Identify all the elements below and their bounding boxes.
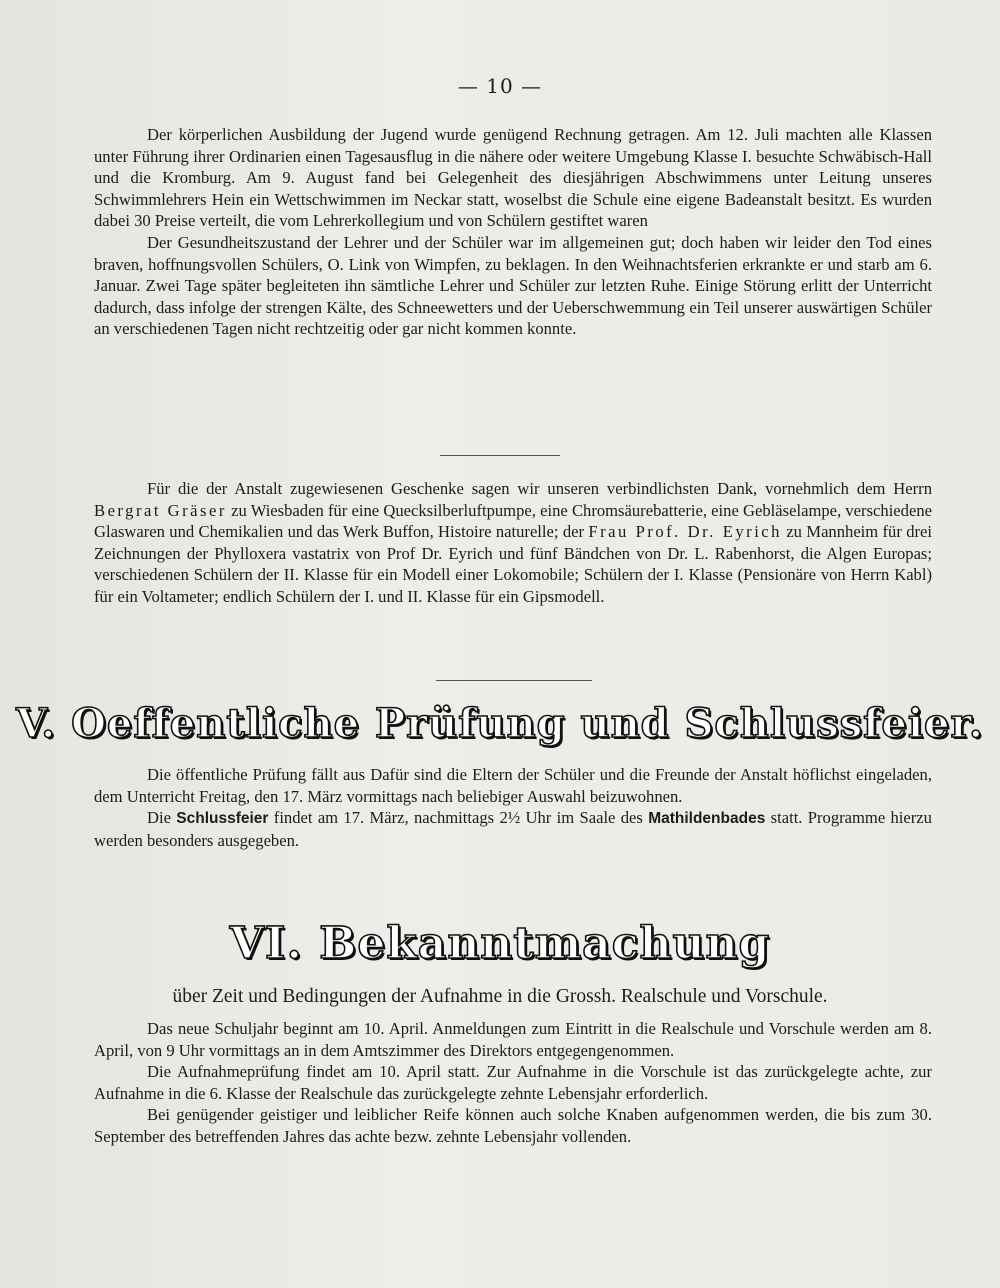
ceremony-text-3: statt. Programme hierzu werden besonders ausgegeben. bbox=[94, 808, 932, 850]
section-gifts bbox=[94, 478, 932, 608]
gifts-text-3: zu Mannheim für drei Zeichnungen der Phylloxera vastatrix von Prof Dr. Eyrich und fünf Bändchen von Dr. L. Rabenhorst, die Algen Europas; verschiedenen Schülern der II. Klasse für ein Modell einer Lokomobile; Schülern der I. Klasse (Pensionäre von Herrn Kabl) für ein Voltameter; endlich Schülern der I. und II. Klasse für ein Gipsmodell. bbox=[94, 522, 933, 606]
paragraph-physical-education: Der körperlichen Ausbildung der Jugend wurde genügend Rechnung getragen. Am 12. Juli machten alle Klassen unter Führung ihrer Ordinarien einen Tagesausflug in die nähere oder weitere Umgebung Klasse I. besuchte Schwäbisch-Hall und die Kromburg. Am 9. August fand bei Gelegenheit des diesjährigen Abschwimmens unter Leitung unseres Schwimmlehrers Hein ein Wettschwimmen im Neckar statt, woselbst die Schule eine eigene Badeanstalt besitzt. Es wurden dabei 30 Preise verteilt, die vom Lehrerkollegium und von Schülern gestiftet waren bbox=[94, 125, 932, 231]
ceremony-text-1: Die bbox=[147, 808, 177, 828]
paragraph-entrance-exam: Die Aufnahmeprüfung findet am 10. April statt. Zur Aufnahme in die Vorschule ist das zurückgelegte achte, zur Aufnahme in die 6. Klasse der Realschule das zurückgelegte zehnte Lebensjahr erforderlich. bbox=[94, 1062, 932, 1103]
section-exam bbox=[94, 764, 932, 851]
page-number: — 10 — bbox=[457, 74, 543, 98]
divider-1 bbox=[440, 455, 560, 456]
heading-section-vi: VI. Bekanntmachung bbox=[229, 918, 771, 969]
gifts-text-1: Für die der Anstalt zugewiesenen Geschenke sagen wir unseren verbindlichsten Dank, vornehmlich dem Herrn bbox=[147, 479, 932, 498]
paragraph-exam: Die öffentliche Prüfung fällt aus Dafür sind die Eltern der Schüler und die Freunde der Anstalt höflichst eingeladen, dem Unterricht Freitag, den 17. März vormittags nach beliebiger Auswahl beizuwohnen. bbox=[94, 765, 932, 806]
subheading-section-vi: über Zeit und Bedingungen der Aufnahme in die Grossh. Realschule und Vorschule. bbox=[172, 986, 828, 1007]
paragraph-school-year: Das neue Schuljahr beginnt am 10. April. Anmeldungen zum Eintritt in die Realschule und Vorschule werden am 8. April, von 9 Uhr vormittags an in dem Amtszimmer des Direktors entgegengenommen. bbox=[94, 1019, 932, 1060]
paragraph-early-admission: Bei genügender geistiger und leiblicher Reife können auch solche Knaben aufgenommen werden, die bis zum 30. September des betreffenden Jahres das achte bezw. zehnte Lebensjahr vollenden. bbox=[94, 1105, 932, 1146]
ceremony-schlussfeier: Schlussfeier bbox=[176, 810, 269, 828]
gifts-frau-prof: Frau Prof. Dr. Eyrich bbox=[588, 522, 782, 542]
paragraph-gifts bbox=[94, 478, 932, 608]
divider-2 bbox=[436, 680, 592, 681]
paragraph-final-ceremony bbox=[94, 807, 932, 851]
gifts-text-2: zu Wiesbaden für eine Quecksilberluftpumpe, eine Chromsäurebatterie, eine Gebläselampe, verschiedene Glaswaren und Chemikalien und das Werk Buffon, Histoire naturelle; der bbox=[94, 500, 932, 542]
ceremony-text-2: findet am 17. März, nachmittags 2½ Uhr im Saale des bbox=[268, 808, 649, 828]
section-report bbox=[94, 124, 932, 340]
ceremony-mathildenbad: Mathildenbades bbox=[648, 810, 766, 828]
section-announcement bbox=[94, 1018, 932, 1148]
paragraph-health: Der Gesundheitszustand der Lehrer und der Schüler war im allgemeinen gut; doch haben wir leider den Tod eines braven, hoffnungsvollen Schülers, O. Link von Wimpfen, zu beklagen. In den Weihnachtsferien erkrankte er und starb am 6. Januar. Zwei Tage später begleiteten ihn sämtliche Lehrer und Schüler zur letzten Ruhe. Einige Störung erlitt der Unterricht dadurch, dass infolge der strengen Kälte, des Schneewetters und der Ueberschwemmung ein Teil unserer auswärtigen Schüler an verschiedenen Tagen nicht rechtzeitig oder gar nicht kommen konnte. bbox=[94, 232, 932, 339]
gifts-bergrat: Bergrat Gräser bbox=[94, 500, 227, 520]
heading-section-v: V. Oeffentliche Prüfung und Schlussfeier. bbox=[16, 700, 984, 747]
